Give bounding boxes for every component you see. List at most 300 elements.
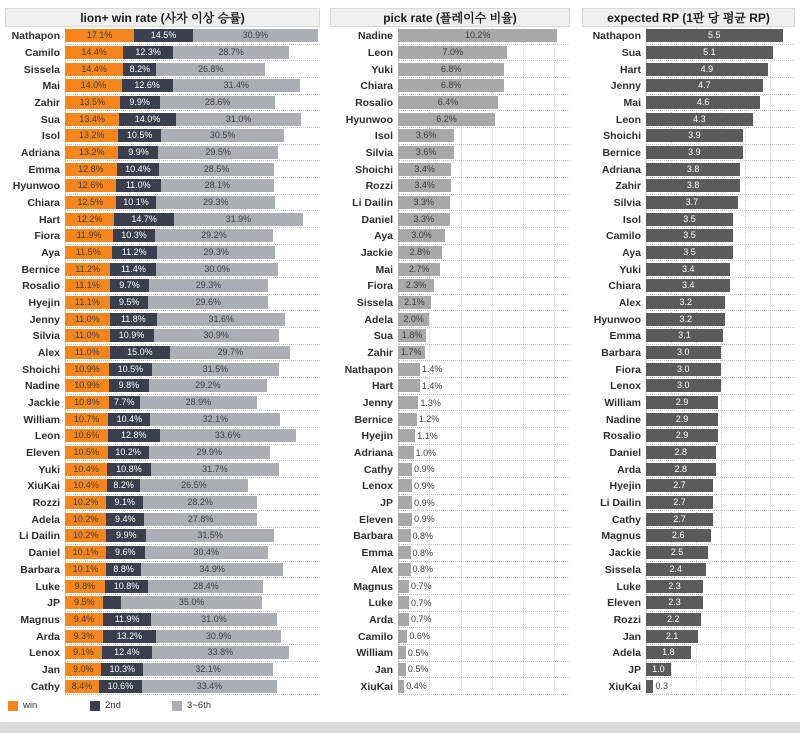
bar-track bbox=[65, 645, 320, 662]
bar: 2.7 bbox=[646, 496, 713, 509]
chart-row bbox=[582, 361, 795, 378]
bar-segment-3-6th: 31.9% bbox=[174, 213, 303, 226]
bar: 1.7% bbox=[398, 346, 425, 359]
bar: 4.7 bbox=[646, 79, 763, 92]
chart-row bbox=[330, 245, 570, 262]
bar-track bbox=[646, 128, 795, 145]
chart-row bbox=[330, 595, 570, 612]
chart-row bbox=[330, 178, 570, 195]
chart-row bbox=[330, 662, 570, 679]
bar-value-label: 1.4% bbox=[421, 380, 443, 391]
bottom-strip bbox=[0, 722, 800, 733]
bar-track bbox=[398, 445, 570, 462]
chart-row bbox=[330, 545, 570, 562]
chart-row bbox=[5, 345, 320, 362]
category-label: Sua bbox=[621, 47, 641, 59]
bar-track bbox=[65, 61, 320, 78]
chart-row bbox=[330, 145, 570, 162]
category-label: XiuKai bbox=[608, 680, 641, 693]
bar-track bbox=[65, 295, 320, 312]
chart-row bbox=[330, 328, 570, 345]
chart-row bbox=[330, 511, 570, 528]
chart-row bbox=[582, 628, 795, 645]
category-label: Yuki bbox=[371, 63, 393, 76]
bar-value-label: 1.3% bbox=[420, 397, 441, 408]
category-label: Silvia bbox=[32, 330, 60, 343]
bar: 4.3 bbox=[646, 113, 753, 126]
chart-row bbox=[330, 228, 570, 245]
bar-segment-3-6th: 34.9% bbox=[141, 563, 282, 576]
bar-value-label: 0.6% bbox=[409, 631, 430, 642]
category-label: Aya bbox=[622, 247, 641, 260]
bar-track bbox=[646, 328, 795, 345]
bar: 3.2 bbox=[646, 296, 725, 309]
win-rate-title: lion+ win rate (사자 이상 승률) bbox=[5, 8, 320, 27]
bar-segment-2nd: 10.3% bbox=[113, 229, 155, 242]
bar-segment-3-6th: 29.6% bbox=[148, 296, 268, 309]
chart-row bbox=[5, 461, 320, 478]
bar-segment-3-6th: 31.5% bbox=[152, 363, 280, 376]
legend-item-win bbox=[8, 700, 90, 711]
bar-track bbox=[646, 178, 795, 195]
chart-row bbox=[330, 111, 570, 128]
category-label: Rosalio bbox=[22, 280, 60, 293]
bar-segment-win: 9.5% bbox=[65, 596, 103, 609]
bar-value-label: 0.8% bbox=[412, 564, 434, 575]
bar-segment-3-6th: 33.4% bbox=[142, 680, 277, 693]
chart-row bbox=[582, 195, 795, 212]
category-label: Zahir bbox=[367, 347, 393, 360]
bar-track bbox=[398, 95, 570, 112]
bar: 3.8 bbox=[646, 179, 740, 192]
bar-segment-win: 10.2% bbox=[65, 496, 106, 509]
bar-segment-win: 13.5% bbox=[65, 96, 120, 109]
bar-segment-2nd: 9.8% bbox=[109, 379, 149, 392]
bar-segment-win: 14.0% bbox=[65, 79, 122, 92]
bar-segment-3-6th: 31.4% bbox=[173, 79, 300, 92]
bar: 6.8% bbox=[398, 79, 504, 92]
category-label: Eleven bbox=[607, 597, 641, 610]
bar: 3.4% bbox=[398, 179, 451, 192]
chart-row bbox=[582, 145, 795, 162]
bar-segment-3-6th: 31.0% bbox=[151, 613, 276, 626]
bar-track bbox=[646, 295, 795, 312]
chart-row bbox=[330, 461, 570, 478]
bar: 5.5 bbox=[646, 29, 783, 42]
bar-track bbox=[646, 78, 795, 95]
bar-track bbox=[65, 495, 320, 512]
category-label: Nathapon bbox=[592, 30, 641, 43]
bar-segment-2nd: 14.7% bbox=[114, 213, 174, 226]
chart-row bbox=[582, 378, 795, 395]
bar-segment-2nd: 12.8% bbox=[108, 429, 160, 442]
category-label: Luke bbox=[616, 580, 641, 593]
bar-track bbox=[398, 645, 570, 662]
category-label: Li Dailin bbox=[352, 197, 393, 210]
bar-segment-3-6th: 29.3% bbox=[157, 246, 276, 259]
bar-track bbox=[646, 562, 795, 579]
bar: 3.1 bbox=[646, 329, 723, 342]
rest-color-swatch bbox=[172, 701, 182, 711]
bar bbox=[398, 630, 407, 643]
bar-track bbox=[646, 528, 795, 545]
bar-segment-win: 11.1% bbox=[65, 296, 110, 309]
category-label: Emma bbox=[28, 163, 60, 176]
bar-segment-2nd: 13.2% bbox=[103, 630, 156, 643]
bar-segment-3-6th: 28.2% bbox=[143, 496, 257, 509]
chart-row bbox=[5, 228, 320, 245]
bar-track bbox=[398, 295, 570, 312]
bar-value-label: 0.9% bbox=[414, 480, 435, 491]
category-label: JP bbox=[47, 597, 60, 610]
bar-value-label: 0.5% bbox=[407, 664, 429, 675]
chart-row bbox=[582, 228, 795, 245]
bar-track bbox=[398, 278, 570, 295]
expected-rp-chart bbox=[582, 28, 795, 695]
category-label: Magnus bbox=[353, 580, 393, 593]
category-label: XiuKai bbox=[360, 680, 393, 693]
bar-track bbox=[65, 678, 320, 695]
bar-value-label: 0.8% bbox=[412, 530, 434, 541]
category-label: Rozzi bbox=[32, 497, 60, 510]
chart-row bbox=[330, 612, 570, 629]
category-label: Cathy bbox=[363, 463, 393, 476]
category-label: Zahir bbox=[615, 180, 641, 193]
bar-segment-2nd: 14.5% bbox=[134, 29, 193, 42]
chart-row bbox=[582, 495, 795, 512]
bar-track bbox=[65, 261, 320, 278]
chart-row bbox=[582, 395, 795, 412]
chart-row bbox=[330, 578, 570, 595]
bar: 2.9 bbox=[646, 413, 718, 426]
category-label: Hyunwoo bbox=[12, 180, 60, 193]
bar-segment-3-6th: 28.4% bbox=[148, 580, 263, 593]
chart-row bbox=[582, 211, 795, 228]
bar-segment-3-6th: 30.9% bbox=[154, 329, 279, 342]
bar-segment-win: 13.2% bbox=[65, 146, 118, 159]
chart-row bbox=[330, 428, 570, 445]
chart-row bbox=[330, 628, 570, 645]
bar: 2.7 bbox=[646, 513, 713, 526]
bar-track bbox=[646, 395, 795, 412]
category-label: Aya bbox=[41, 247, 60, 260]
bar: 3.2 bbox=[646, 313, 725, 326]
category-label: Daniel bbox=[361, 213, 393, 226]
category-label: Zahir bbox=[34, 97, 60, 110]
bar-segment-2nd: 10.8% bbox=[105, 580, 149, 593]
category-label: Bernice bbox=[354, 413, 393, 426]
category-label: Lenox bbox=[362, 480, 393, 493]
bar-value-label: 1.1% bbox=[417, 430, 438, 441]
bar: 3.0% bbox=[398, 229, 445, 242]
chart-row bbox=[5, 178, 320, 195]
category-label: Hart bbox=[371, 380, 393, 393]
bar-segment-win: 10.2% bbox=[65, 513, 106, 526]
chart-row bbox=[582, 645, 795, 662]
category-label: Sissela bbox=[356, 297, 393, 310]
category-label: Isol bbox=[622, 213, 641, 226]
chart-row bbox=[330, 311, 570, 328]
bar: 7.0% bbox=[398, 46, 507, 59]
chart-row bbox=[582, 511, 795, 528]
category-label: Camilo bbox=[357, 630, 393, 643]
category-label: Luke bbox=[368, 597, 393, 610]
bar: 3.0 bbox=[646, 363, 721, 376]
bar-segment-3-6th: 31.6% bbox=[157, 313, 285, 326]
category-label: Camilo bbox=[605, 230, 641, 243]
bar-track bbox=[65, 628, 320, 645]
bar: 4.9 bbox=[646, 63, 768, 76]
bar-segment-2nd: 10.4% bbox=[108, 413, 150, 426]
bar-segment-3-6th: 26.5% bbox=[140, 479, 247, 492]
chart-row bbox=[582, 311, 795, 328]
category-label: Alex bbox=[370, 563, 393, 576]
bar-track bbox=[65, 395, 320, 412]
bar-segment-win: 14.4% bbox=[65, 46, 123, 59]
bar-segment-2nd: 10.4% bbox=[117, 163, 159, 176]
bar-track bbox=[646, 445, 795, 462]
bar bbox=[398, 363, 420, 376]
bar: 2.3% bbox=[398, 279, 434, 292]
category-label: Sissela bbox=[23, 63, 60, 76]
bar: 2.6 bbox=[646, 529, 711, 542]
bar-segment-win: 14.4% bbox=[65, 63, 123, 76]
bar-value-label: 0.9% bbox=[414, 497, 435, 508]
bar: 3.7 bbox=[646, 196, 738, 209]
chart-row bbox=[330, 395, 570, 412]
category-label: Isol bbox=[374, 130, 393, 143]
bar-segment-win: 9.1% bbox=[65, 646, 102, 659]
legend-label-win: win bbox=[23, 700, 38, 711]
bar-segment-win: 11.9% bbox=[65, 229, 113, 242]
category-label: Rozzi bbox=[613, 613, 641, 626]
category-label: Nadine bbox=[24, 380, 60, 393]
bar-track bbox=[398, 662, 570, 679]
bar bbox=[398, 429, 415, 442]
bar-segment-3-6th: 28.6% bbox=[160, 96, 276, 109]
bar-value-label: 0.5% bbox=[407, 647, 429, 658]
win-rate-chart bbox=[5, 28, 320, 695]
chart-row bbox=[5, 311, 320, 328]
bar-track bbox=[65, 145, 320, 162]
bar-track bbox=[65, 595, 320, 612]
chart-row bbox=[5, 645, 320, 662]
bar-track bbox=[646, 245, 795, 262]
bar-segment-3-6th: 33.8% bbox=[152, 646, 289, 659]
chart-row bbox=[582, 478, 795, 495]
bar-segment-3-6th: 29.2% bbox=[155, 229, 273, 242]
category-label: Jan bbox=[622, 630, 641, 643]
bar-segment-3-6th: 35.0% bbox=[121, 596, 263, 609]
bar: 2.8 bbox=[646, 463, 716, 476]
category-label: Aya bbox=[374, 230, 393, 243]
bar-value-label: 0.8% bbox=[412, 547, 434, 558]
bar-track bbox=[646, 378, 795, 395]
bar-track bbox=[398, 311, 570, 328]
bar-track bbox=[398, 361, 570, 378]
category-label: Magnus bbox=[20, 613, 60, 626]
chart-row bbox=[5, 628, 320, 645]
bar: 6.4% bbox=[398, 96, 498, 109]
bar-track bbox=[646, 478, 795, 495]
bar-segment-3-6th: 31.7% bbox=[151, 463, 279, 476]
bar-segment-2nd: 12.6% bbox=[122, 79, 173, 92]
bar: 3.0 bbox=[646, 346, 721, 359]
bar-track bbox=[65, 278, 320, 295]
bar-track bbox=[398, 378, 570, 395]
bar-track bbox=[398, 478, 570, 495]
chart-row bbox=[5, 261, 320, 278]
bar-value-label: 0.9% bbox=[414, 464, 435, 475]
bar-track bbox=[398, 128, 570, 145]
win-color-swatch bbox=[8, 701, 18, 711]
bar-segment-win: 9.4% bbox=[65, 613, 103, 626]
bar-segment-3-6th: 30.9% bbox=[193, 29, 318, 42]
bar bbox=[398, 646, 406, 659]
bar-segment-win: 9.8% bbox=[65, 580, 105, 593]
category-label: Hyejin bbox=[28, 297, 60, 310]
bar-segment-2nd: 10.6% bbox=[99, 680, 142, 693]
bar-segment-2nd: 9.1% bbox=[106, 496, 143, 509]
chart-row bbox=[5, 111, 320, 128]
category-label: Emma bbox=[361, 547, 393, 560]
category-label: Barbara bbox=[601, 347, 641, 360]
bar-track bbox=[65, 111, 320, 128]
bar-segment-3-6th: 28.5% bbox=[159, 163, 274, 176]
chart-row bbox=[5, 128, 320, 145]
bar: 2.2 bbox=[646, 613, 701, 626]
bar-track bbox=[65, 95, 320, 112]
category-label: Alex bbox=[618, 297, 641, 310]
chart-row bbox=[5, 678, 320, 695]
bar: 3.3% bbox=[398, 196, 450, 209]
bar-segment-win: 10.1% bbox=[65, 563, 106, 576]
category-label: Cathy bbox=[30, 680, 60, 693]
bar-segment-2nd: 11.4% bbox=[110, 263, 156, 276]
bar-segment-2nd: 14.0% bbox=[119, 113, 176, 126]
bar-segment-2nd: 10.1% bbox=[116, 196, 157, 209]
bar-track bbox=[646, 261, 795, 278]
category-label: Adriana bbox=[353, 447, 393, 460]
category-label: Hyejin bbox=[609, 480, 641, 493]
category-label: Daniel bbox=[609, 447, 641, 460]
bar-track bbox=[65, 478, 320, 495]
bar-segment-2nd: 11.9% bbox=[103, 613, 151, 626]
category-label: Adriana bbox=[601, 163, 641, 176]
category-label: Li Dailin bbox=[19, 530, 60, 543]
chart-row bbox=[582, 662, 795, 679]
pick-rate-title: pick rate (플레이수 비율) bbox=[330, 8, 570, 27]
bar-track bbox=[65, 195, 320, 212]
bar-segment-3-6th: 29.3% bbox=[149, 279, 268, 292]
bar: 4.6 bbox=[646, 96, 760, 109]
category-label: Yuki bbox=[38, 463, 60, 476]
bar-track bbox=[398, 562, 570, 579]
bar: 6.8% bbox=[398, 63, 504, 76]
category-label: Hyejin bbox=[361, 430, 393, 443]
bar-track bbox=[646, 545, 795, 562]
bar-track bbox=[398, 545, 570, 562]
category-label: Magnus bbox=[601, 530, 641, 543]
category-label: Adela bbox=[31, 513, 60, 526]
bar-segment-win: 9.0% bbox=[65, 663, 101, 676]
bar-track bbox=[646, 28, 795, 45]
bar-segment-3-6th: 30.9% bbox=[156, 630, 281, 643]
bar-segment-3-6th: 29.2% bbox=[149, 379, 267, 392]
bar-segment-3-6th: 29.9% bbox=[149, 446, 270, 459]
bar: 1.0 bbox=[646, 663, 671, 676]
category-label: Luke bbox=[35, 580, 60, 593]
chart-row bbox=[330, 45, 570, 62]
category-label: Leon bbox=[615, 113, 641, 126]
category-label: Fiora bbox=[615, 363, 641, 376]
category-label: Jenny bbox=[362, 397, 393, 410]
category-label: Hyunwoo bbox=[593, 313, 641, 326]
chart-row bbox=[582, 95, 795, 112]
chart-row bbox=[330, 295, 570, 312]
chart-row bbox=[5, 245, 320, 262]
category-label: Bernice bbox=[21, 263, 60, 276]
bar: 3.4% bbox=[398, 163, 451, 176]
bar bbox=[398, 396, 418, 409]
bar-track bbox=[398, 595, 570, 612]
chart-row bbox=[5, 211, 320, 228]
chart-row bbox=[582, 178, 795, 195]
chart-row bbox=[330, 528, 570, 545]
chart-row bbox=[5, 145, 320, 162]
bar-segment-3-6th: 30.0% bbox=[156, 263, 277, 276]
bar-track bbox=[646, 311, 795, 328]
bar-track bbox=[65, 545, 320, 562]
expected-rp-title: expected RP (1판 당 평균 RP) bbox=[582, 8, 795, 27]
category-label: Jackie bbox=[27, 397, 60, 410]
category-label: Lenox bbox=[29, 647, 60, 660]
chart-row bbox=[330, 211, 570, 228]
bar-segment-2nd: 12.3% bbox=[123, 46, 173, 59]
bar-track bbox=[65, 578, 320, 595]
bar-segment-win: 11.5% bbox=[65, 246, 112, 259]
category-label: Hart bbox=[619, 63, 641, 76]
bar-track bbox=[646, 111, 795, 128]
bar-segment-2nd: 9.9% bbox=[118, 146, 158, 159]
chart-row bbox=[330, 361, 570, 378]
bar-track bbox=[646, 361, 795, 378]
bar bbox=[398, 529, 411, 542]
chart-row bbox=[582, 545, 795, 562]
chart-row bbox=[582, 411, 795, 428]
bar bbox=[398, 496, 412, 509]
chart-row bbox=[5, 662, 320, 679]
bar-track bbox=[398, 428, 570, 445]
bar bbox=[398, 479, 412, 492]
category-label: Alex bbox=[37, 347, 60, 360]
bar-track bbox=[65, 178, 320, 195]
chart-row bbox=[330, 645, 570, 662]
category-label: Jackie bbox=[608, 547, 641, 560]
chart-row bbox=[582, 128, 795, 145]
bar-track bbox=[646, 61, 795, 78]
category-label: Fiora bbox=[34, 230, 60, 243]
bar: 1.8 bbox=[646, 646, 691, 659]
bar: 3.5 bbox=[646, 229, 733, 242]
bar-segment-win: 11.1% bbox=[65, 279, 110, 292]
bar-segment-3-6th: 30.4% bbox=[145, 546, 268, 559]
chart-row bbox=[5, 595, 320, 612]
bar bbox=[398, 613, 409, 626]
bar: 2.9 bbox=[646, 429, 718, 442]
bar-track bbox=[65, 528, 320, 545]
bar-track bbox=[398, 678, 570, 695]
